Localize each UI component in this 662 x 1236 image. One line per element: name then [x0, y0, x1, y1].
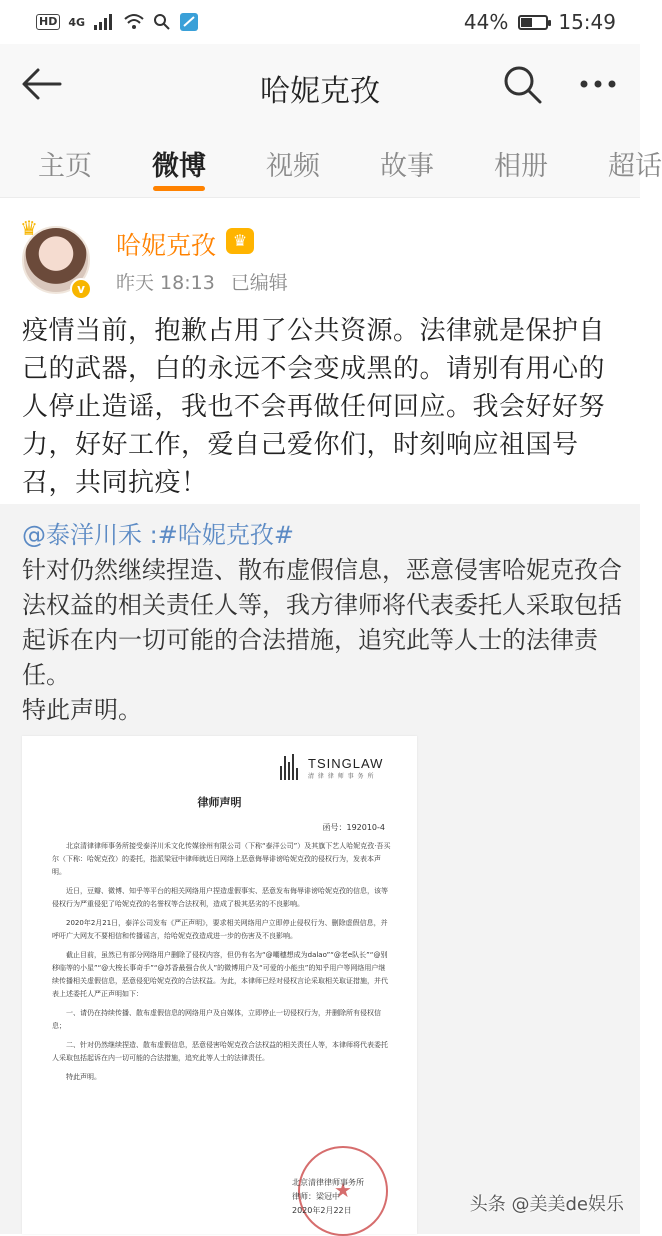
tsinglaw-logo	[280, 754, 383, 780]
crown-icon: ♛	[20, 216, 38, 240]
hd-indicator: HD	[36, 14, 60, 30]
repost-text	[22, 518, 622, 728]
document-title: 律师声明	[197, 796, 242, 809]
weibo-post	[0, 198, 640, 504]
active-tab-indicator	[153, 186, 205, 191]
post-text: 疫情当前，抱歉占用了公共资源。法律就是保护自己的武器，白的永远不会变成黑的。请别有用心的人停止造谣，我也不会再做任何回应。我会好好努力，好好工作，爱自己爱你们，时刻响应祖国号召，共同抗疫！	[22, 316, 606, 498]
document-paragraph: 北京清律律师事务所接受泰洋川禾文化传媒徐州有限公司（下称“泰洋公司”）及其旗下艺人哈妮克孜·吾买尔（下称：哈妮克孜）的委托，指派梁冠中律师就近日网络上恶意侮辱诽谤哈妮克孜的侵权行为，发表本声明。	[52, 842, 391, 876]
nav-bar	[0, 44, 640, 124]
document-paragraph: 截止目前，虽然已有部分网络用户删除了侵权内容，但仍有名为“@嘲穗想成为dalao”“@老e队长”“@别移临等的小星”“@大梭长事奇手”“@苏香最强合伙人”的微博用户及“可爱的小能虫”的知乎用户等网络用户继续传播相关虚假信息，恶意侵犯哈妮克孜的合法权益。为此，本律师已经对侵权言论采取相关取证措施，并代表上述委托人严正声明如下：	[52, 951, 388, 998]
logo-mark-icon	[280, 754, 302, 780]
reposted-content[interactable]	[0, 504, 640, 1234]
document-body	[52, 840, 392, 1090]
profile-tabs	[0, 124, 662, 198]
sign-lawyer: 律师：梁冠中	[292, 1192, 340, 1201]
edited-label[interactable]: 已编辑	[230, 272, 288, 294]
post-author[interactable]: 哈妮克孜	[116, 231, 217, 260]
search-icon[interactable]	[500, 62, 544, 106]
signal-icon	[93, 13, 115, 31]
document-paragraph: 一、请仍在持续传播、散布虚假信息的网络用户及自媒体，立即停止一切侵权行为，并删除所有侵权信息；	[52, 1009, 381, 1030]
document-signature	[292, 1176, 364, 1218]
document-paragraph: 2020年2月21日，泰洋公司发布《严正声明》，要求相关网络用户立即停止侵权行为、删除虚假信息，并呼吁广大网友不要相信和传播谣言，给哈妮克孜造成进一步的伤害及不良影响。	[52, 919, 388, 940]
repost-body: 针对仍然继续捏造、散布虚假信息，恶意侵害哈妮克孜合法权益的相关责任人等，我方律师将代表委托人采取包括起诉在内一切可能的合法措施，追究此等人士的法律责任。	[22, 556, 622, 689]
battery-icon	[518, 15, 548, 30]
lawyer-statement-image[interactable]	[22, 736, 417, 1234]
status-bar	[0, 0, 640, 44]
clock: 15:49	[558, 10, 616, 34]
tab-super-topic[interactable]: 超话	[608, 151, 662, 182]
repost-closing: 特此声明。	[22, 696, 142, 724]
document-paragraph: 二、针对仍然继续捏造、散布虚假信息，恶意侵害哈妮克孜合法权益的相关责任人等，本律师将代表委托人采取包括起诉在内一切可能的合法措施，追究此等人士的法律责任。	[52, 1041, 388, 1062]
post-time: 昨天 18:13	[116, 272, 215, 294]
search-status-icon	[153, 13, 171, 31]
watermark: 头条 @美美de娱乐	[469, 1194, 624, 1215]
author-avatar-wrap[interactable]	[20, 216, 92, 298]
battery-fill	[521, 18, 532, 27]
battery-percent: 44%	[463, 10, 509, 34]
post-meta	[116, 268, 288, 295]
status-right	[464, 10, 616, 34]
tab-album[interactable]: 相册	[494, 151, 548, 182]
sign-date: 2020年2月22日	[292, 1206, 352, 1215]
more-icon[interactable]	[576, 64, 620, 104]
tab-story[interactable]: 故事	[380, 151, 434, 182]
network-indicator: 4G	[68, 15, 86, 29]
verified-badge-icon: v	[70, 278, 92, 300]
sign-firm: 北京清律律师事务所	[292, 1178, 364, 1187]
tab-weibo[interactable]: 微博	[152, 151, 206, 182]
wifi-icon	[123, 13, 145, 31]
vip-crown-icon[interactable]: ♛	[226, 228, 254, 254]
tab-video[interactable]: 视频	[266, 151, 320, 182]
document-number: 函号：192010-4	[322, 823, 385, 832]
document-paragraph: 近日，豆瓣、微博、知乎等平台的相关网络用户捏造虚假事实、恶意发布侮辱诽谤哈妮克孜的信息，该等侵权行为严重侵犯了哈妮克孜的名誉权等合法权利，造成了极其恶劣的不良影响。	[52, 887, 388, 908]
app-notification-icon	[179, 12, 199, 32]
document-paragraph: 特此声明。	[66, 1073, 101, 1081]
status-left	[36, 12, 199, 32]
logo-subtext: 清 律 律 师 事 务 所	[308, 773, 375, 780]
logo-text: TSINGLAW	[308, 756, 384, 771]
page-title: 哈妮克孜	[260, 74, 380, 109]
tab-home[interactable]: 主页	[38, 151, 92, 182]
repost-mention-link[interactable]: @泰洋川禾 :#哈妮克孜#	[22, 521, 294, 549]
